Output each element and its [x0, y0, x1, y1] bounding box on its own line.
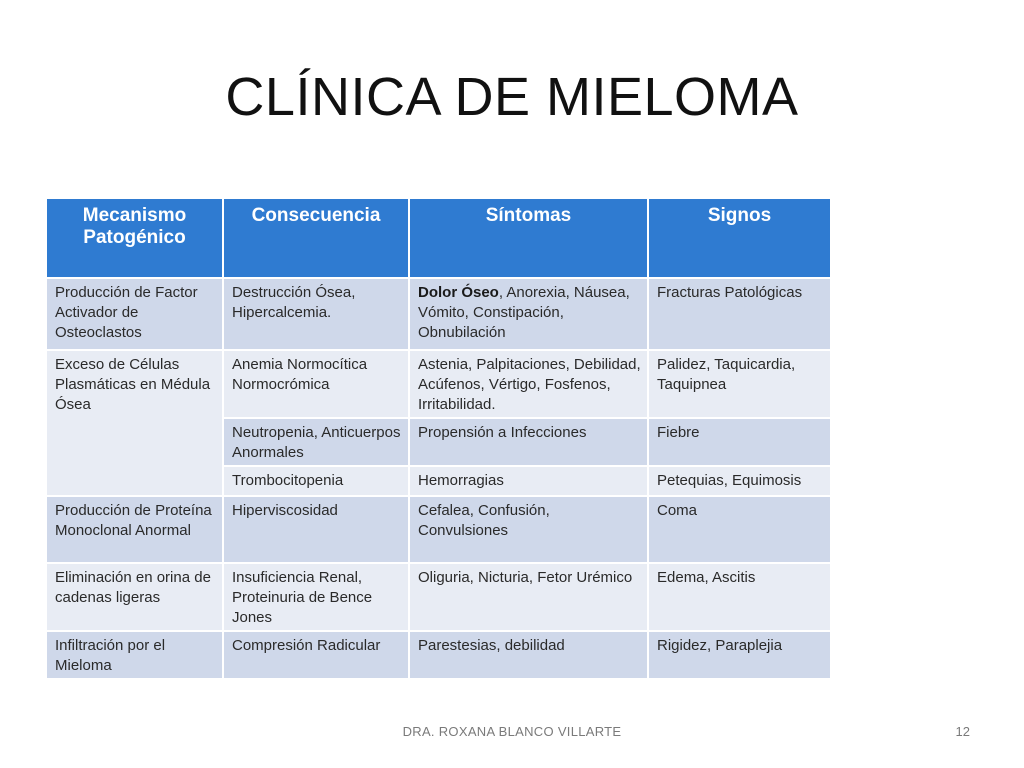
cell-sintomas: Astenia, Palpitaciones, Debilidad, Acúfenos, Vértigo, Fosfenos, Irritabilidad.: [409, 350, 648, 418]
cell-consecuencia: Insuficiencia Renal, Proteinuria de Bence Jones: [223, 563, 409, 631]
cell-signos: Fiebre: [648, 418, 831, 466]
table-row: [46, 496, 831, 563]
slide-title: CLÍNICA DE MIELOMA: [225, 67, 799, 127]
page-number: 12: [955, 724, 970, 739]
cell-mecanismo: Producción de Proteína Monoclonal Anormal: [46, 496, 223, 563]
cell-consecuencia: Trombocitopenia: [223, 466, 409, 496]
cell-sintomas: [409, 278, 648, 350]
cell-mecanismo: Eliminación en orina de cadenas ligeras: [46, 563, 223, 631]
cell-signos: Edema, Ascitis: [648, 563, 831, 631]
cell-signos: Petequias, Equimosis: [648, 466, 831, 496]
cell-signos: Palidez, Taquicardia, Taquipnea: [648, 350, 831, 418]
cell-mecanismo: Producción de Factor Activador de Osteoclastos: [46, 278, 223, 350]
cell-signos: Rigidez, Paraplejia: [648, 631, 831, 679]
cell-sintomas: Hemorragias: [409, 466, 648, 496]
header-signos: Signos: [648, 198, 831, 278]
table-header-row: [46, 198, 831, 278]
cell-mecanismo: Exceso de Células Plasmáticas en Médula Ósea: [46, 350, 223, 496]
cell-sintomas: Oliguria, Nicturia, Fetor Urémico: [409, 563, 648, 631]
table-row: [46, 350, 831, 418]
header-sintomas: Síntomas: [409, 198, 648, 278]
header-mecanismo: Mecanismo Patogénico: [46, 198, 223, 278]
cell-signos: Fracturas Patológicas: [648, 278, 831, 350]
cell-consecuencia: Compresión Radicular: [223, 631, 409, 679]
cell-consecuencia: Anemia Normocítica Normocrómica: [223, 350, 409, 418]
clinical-table: [45, 197, 832, 680]
table-row: [46, 563, 831, 631]
cell-mecanismo: Infiltración por el Mieloma: [46, 631, 223, 679]
table-row: [46, 631, 831, 679]
header-consecuencia: Consecuencia: [223, 198, 409, 278]
sintomas-text: , Anorexia, Náusea, Vómito, Constipación, Obnubilación: [418, 284, 630, 341]
cell-sintomas: Parestesias, debilidad: [409, 631, 648, 679]
footer-author: DRA. ROXANA BLANCO VILLARTE: [402, 724, 622, 739]
cell-consecuencia: Hiperviscosidad: [223, 496, 409, 563]
cell-consecuencia: Destrucción Ósea, Hipercalcemia.: [223, 278, 409, 350]
cell-consecuencia: Neutropenia, Anticuerpos Anormales: [223, 418, 409, 466]
cell-sintomas: Cefalea, Confusión, Convulsiones: [409, 496, 648, 563]
cell-sintomas: Propensión a Infecciones: [409, 418, 648, 466]
cell-signos: Coma: [648, 496, 831, 563]
table-row: [46, 278, 831, 350]
sintomas-bold-text: Dolor Óseo: [418, 284, 499, 301]
